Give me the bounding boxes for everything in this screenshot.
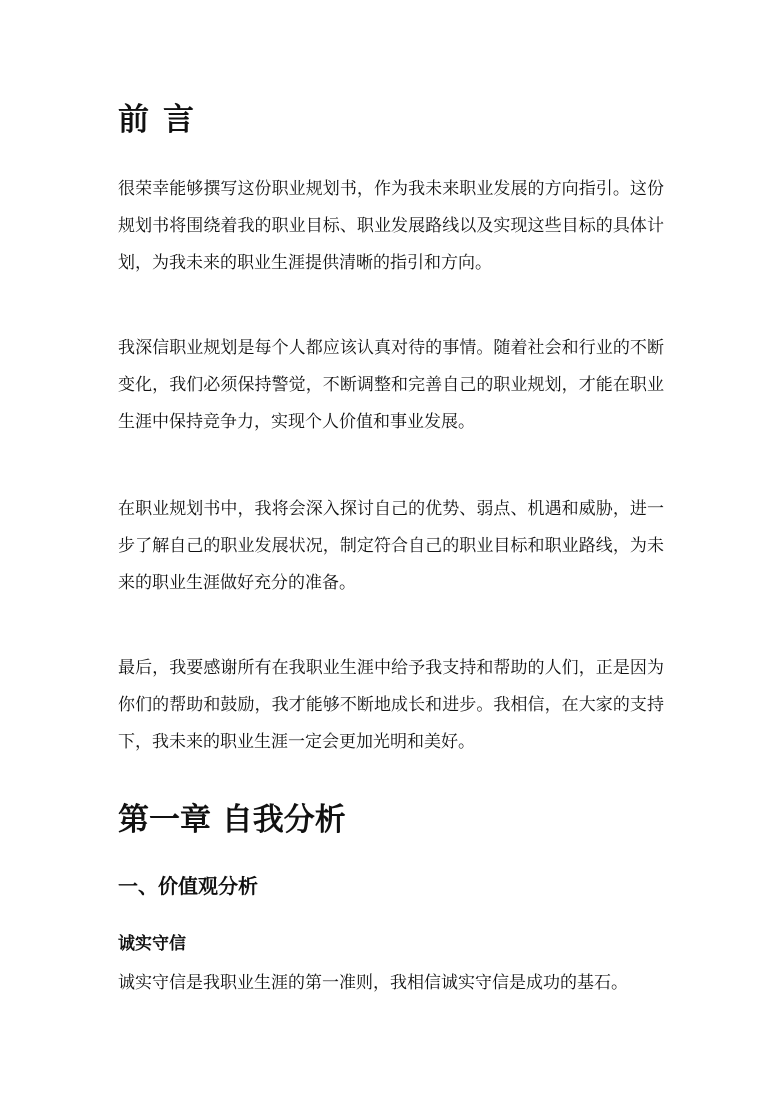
preface-paragraph-4: 最后，我要感谢所有在我职业生涯中给予我支持和帮助的人们，正是因为你们的帮助和鼓励，我才能够不断地成长和进步。我相信，在大家的支持下，我未来的职业生涯一定会更加光明和美好。 [118,658,664,752]
chapter-title: 第一章 自我分析 [118,802,346,838]
preface-paragraph-3: 在职业规划书中，我将会深入探讨自己的优势、弱点、机遇和威胁，进一步了解自己的职业发展状况，制定符合自己的职业目标和职业路线，为未来的职业生涯做好充分的准备。 [118,499,664,593]
subsection-paragraph: 诚实守信是我职业生涯的第一准则，我相信诚实守信是成功的基石。 [118,973,628,993]
preface-paragraph-2: 我深信职业规划是每个人都应该认真对待的事情。随着社会和行业的不断变化，我们必须保持警觉，不断调整和完善自己的职业规划，才能在职业生涯中保持竞争力，实现个人价值和事业发展。 [118,338,664,432]
section-title: 一、价值观分析 [118,874,258,898]
preface-title: 前言 [118,102,208,138]
preface-paragraph-1: 很荣幸能够撰写这份职业规划书，作为我未来职业发展的方向指引。这份规划书将围绕着我的职业目标、职业发展路线以及实现这些目标的具体计划，为我未来的职业生涯提供清晰的指引和方向。 [118,179,664,273]
subsection-title: 诚实守信 [118,934,186,954]
